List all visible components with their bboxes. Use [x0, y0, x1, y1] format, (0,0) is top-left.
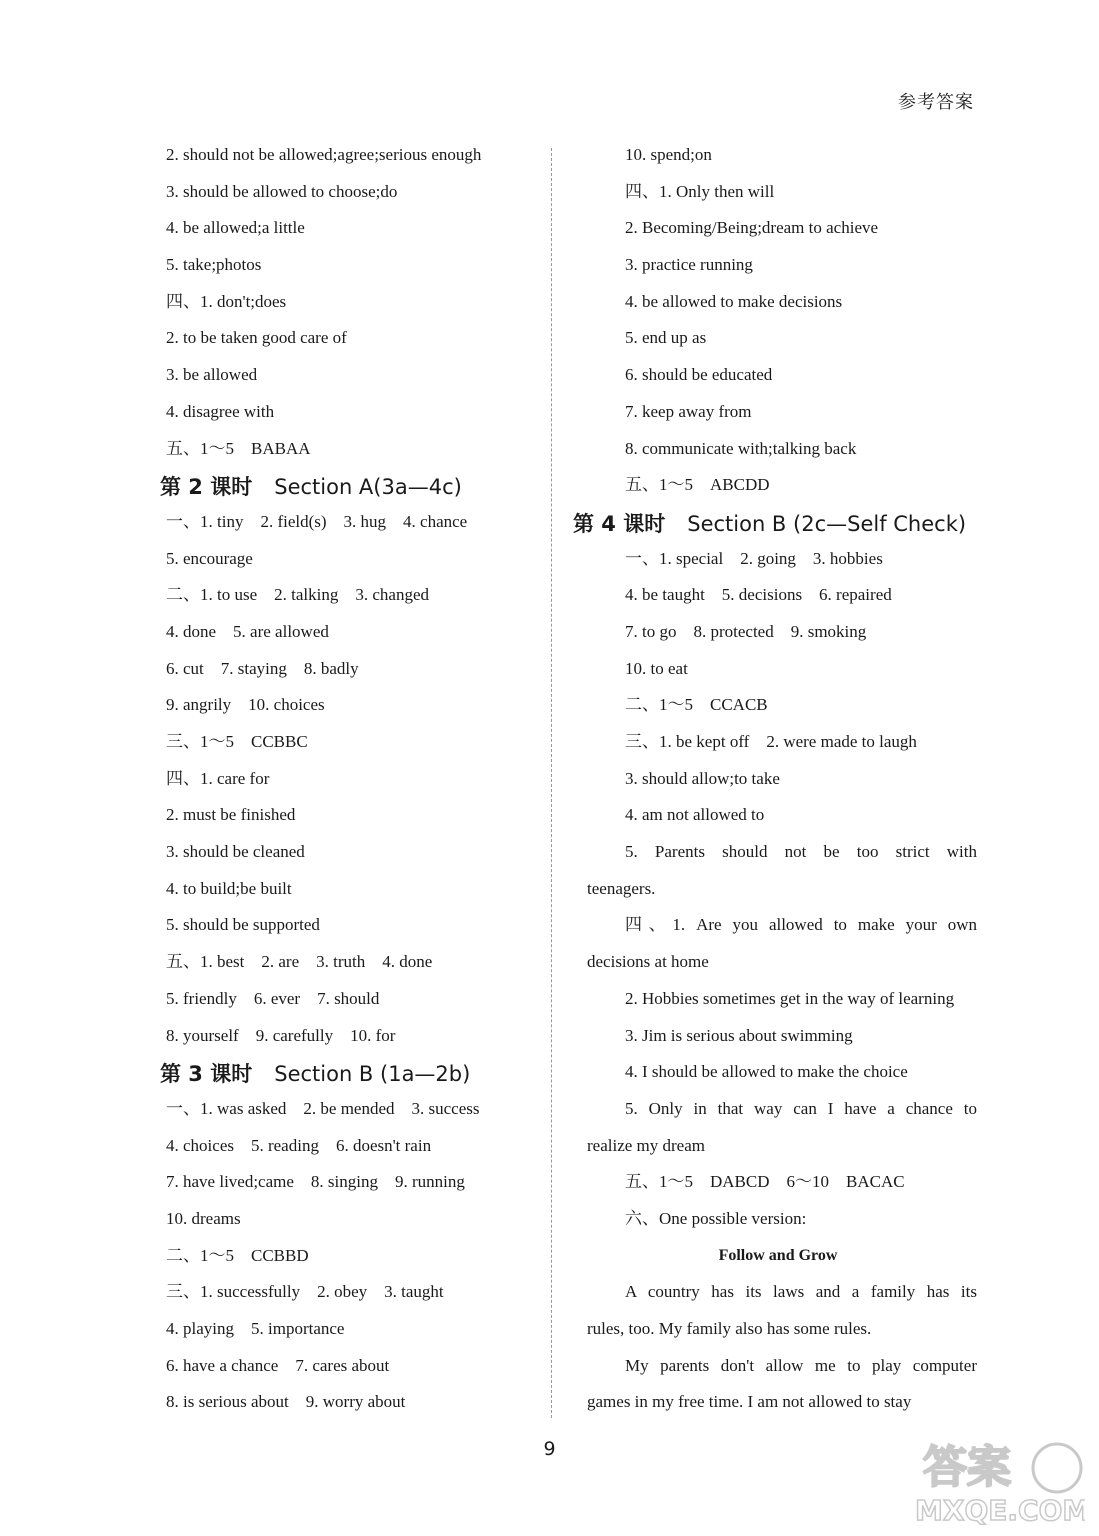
answer-line: 4. be allowed to make decisions: [625, 291, 843, 311]
column-divider: [551, 148, 552, 1418]
answer-line: 2. Hobbies sometimes get in the way of learning: [625, 988, 955, 1008]
answer-line: 二、1～5 CCACB: [625, 695, 768, 715]
answer-line: 4. be allowed;a little: [166, 218, 305, 238]
answer-line: realize my dream: [587, 1135, 705, 1155]
answer-line: 4. I should be allowed to make the choice: [625, 1062, 908, 1082]
answer-line: 4. disagree with: [166, 401, 275, 421]
watermark-logo: [905, 1434, 1085, 1530]
answer-line: 6. should be educated: [625, 365, 773, 385]
answer-line: 4. to build;be built: [166, 878, 292, 898]
answer-line: 一、1. was asked 2. be mended 3. success: [166, 1098, 480, 1118]
answer-line: 六、One possible version:: [625, 1208, 807, 1228]
answer-line: 5. Parents should not be too strict with: [625, 842, 977, 862]
watermark-badge-icon: [1033, 1444, 1081, 1492]
answer-line: 五、1～5 BABAA: [166, 438, 311, 458]
section-heading: [160, 1058, 520, 1095]
answer-line: 2. to be taken good care of: [166, 328, 347, 348]
answer-line: 2. Becoming/Being;dream to achieve: [625, 218, 879, 238]
section-heading: [573, 508, 983, 545]
watermark-bottom-text: MXQE.COM: [915, 1494, 1085, 1527]
answer-line: 五、1. best 2. are 3. truth 4. done: [166, 952, 433, 972]
answer-line: 5. Only in that way can I have a chance to: [625, 1098, 977, 1118]
essay-title: Follow and Grow: [718, 1246, 838, 1264]
page-number: 9: [543, 1438, 556, 1460]
answer-line: 4. am not allowed to: [625, 805, 765, 825]
answer-line: 3. Jim is serious about swimming: [625, 1025, 853, 1045]
answer-line: 4. choices 5. reading 6. doesn't rain: [166, 1135, 432, 1155]
answer-line: decisions at home: [587, 952, 709, 972]
answer-line: 7. have lived;came 8. singing 9. running: [166, 1172, 465, 1192]
section-label: Section B (1a—2b): [274, 1062, 471, 1087]
answer-line: My parents don't allow me to play computer: [625, 1355, 977, 1375]
answer-line: 一、1. special 2. going 3. hobbies: [625, 548, 883, 568]
answer-line: rules, too. My family also has some rules.: [587, 1319, 872, 1338]
answer-line: 5. friendly 6. ever 7. should: [166, 988, 380, 1008]
answer-line: 8. is serious about 9. worry about: [166, 1392, 406, 1412]
lesson-label: 第 3 课时: [160, 1062, 253, 1087]
answer-line: 三、1. successfully 2. obey 3. taught: [166, 1282, 444, 1302]
right-column: [573, 141, 983, 1425]
answer-line: 3. should be allowed to choose;do: [166, 181, 398, 201]
answer-line: A country has its laws and a family has its: [625, 1282, 977, 1302]
lesson-label: 第 2 课时: [160, 475, 253, 500]
answer-line: 3. be allowed: [166, 365, 258, 385]
answer-line: 3. practice running: [625, 255, 753, 275]
lesson-label: 第 4 课时: [573, 511, 666, 536]
answer-line: games in my free time. I am not allowed to stay: [587, 1392, 912, 1412]
answer-line: 10. to eat: [625, 658, 688, 678]
page-header-title: 参考答案: [898, 92, 974, 113]
answer-line: 3. should be cleaned: [166, 842, 305, 862]
answer-line: 6. cut 7. staying 8. badly: [166, 658, 359, 678]
answer-line: 3. should allow;to take: [625, 768, 780, 788]
answer-line: 7. to go 8. protected 9. smoking: [625, 621, 867, 641]
answer-line: 6. have a chance 7. cares about: [166, 1355, 390, 1375]
answer-line: 9. angrily 10. choices: [166, 695, 325, 715]
watermark-top-text: 答案: [923, 1442, 1011, 1493]
answer-line: 四、1. Only then will: [625, 181, 775, 201]
answer-line: 4. done 5. are allowed: [166, 621, 329, 641]
answer-line: 四、1. Are you allowed to make your own: [625, 915, 977, 935]
answer-line: 三、1～5 CCBBC: [166, 732, 308, 751]
answer-line: 二、1. to use 2. talking 3. changed: [166, 585, 429, 605]
answer-line: 5. end up as: [625, 328, 707, 348]
answer-line: 5. should be supported: [166, 915, 320, 935]
answer-line: 4. playing 5. importance: [166, 1319, 345, 1338]
answer-line: 8. yourself 9. carefully 10. for: [166, 1025, 396, 1045]
answer-line: 四、1. don't;does: [166, 291, 287, 311]
answer-line: 2. must be finished: [166, 805, 296, 825]
answer-line: 四、1. care for: [166, 768, 270, 788]
answer-line: 8. communicate with;talking back: [625, 438, 857, 458]
answer-line: 5. encourage: [166, 548, 253, 568]
section-heading: [160, 471, 520, 508]
answer-line: 7. keep away from: [625, 401, 752, 421]
answer-line: 五、1～5 ABCDD: [625, 475, 770, 495]
section-label: Section A(3a—4c): [274, 475, 462, 500]
section-label: Section B (2c—Self Check): [687, 511, 967, 536]
left-column: [160, 141, 520, 1425]
answer-line: 二、1～5 CCBBD: [166, 1245, 309, 1265]
answer-line: 10. dreams: [166, 1208, 241, 1228]
answer-line: 五、1～5 DABCD 6～10 BACAC: [625, 1172, 905, 1192]
answer-line: 一、1. tiny 2. field(s) 3. hug 4. chance: [166, 511, 468, 531]
answer-line: 2. should not be allowed;agree;serious enough: [166, 145, 482, 164]
answer-line: teenagers.: [587, 878, 656, 898]
answer-line: 4. be taught 5. decisions 6. repaired: [625, 585, 892, 605]
answer-line: 5. take;photos: [166, 255, 262, 275]
answer-line: 三、1. be kept off 2. were made to laugh: [625, 732, 917, 751]
answer-line: 10. spend;on: [625, 145, 712, 164]
